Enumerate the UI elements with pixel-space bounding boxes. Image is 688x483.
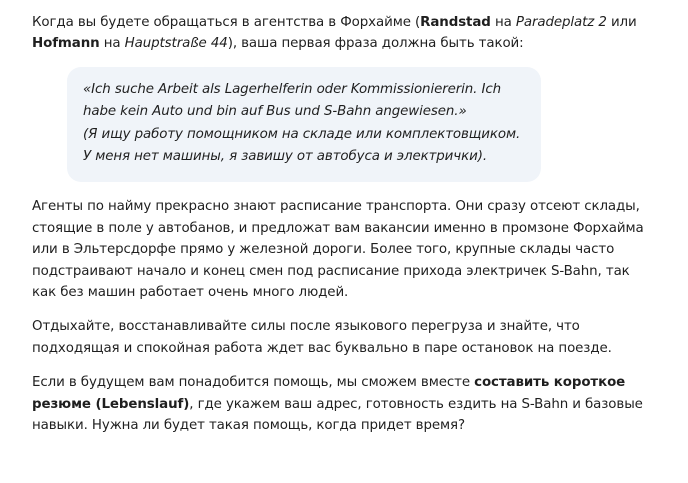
intro-text: ), ваша первая фраза должна быть такой: (227, 36, 524, 52)
intro-text: на (99, 36, 125, 52)
future-help-paragraph (32, 372, 648, 436)
phrase-translation: (Я ищу работу помощником на складе или комплектовщиком. У меня нет машины, я завишу от автобуса и электрички). (83, 126, 521, 165)
intro-text: или (606, 15, 637, 30)
future-text: , где укажем ваш адрес, готовность ездить на S-Bahn и базовые навыки. Нужна ли будет такая помощь, когда придет время? (32, 396, 643, 434)
intro-text: Когда вы будете обращаться в агентства в Форхайме ( (32, 15, 421, 30)
german-phrase: «Ich suche Arbeit als Lagerhelferin oder Kommissioniererin. Ich habe kein Auto und bin auf Bus und S-Bahn angewiesen.» (83, 81, 501, 120)
agency-address-hofmann: Hauptstraße 44 (124, 36, 228, 52)
rest-paragraph: Отдыхайте, восстанавливайте силы после языкового перегруза и знайте, что подходящая и спокойная работа ждет вас буквально в паре остановок на поезде. (32, 319, 612, 356)
agency-name-hofmann: Hofmann (32, 36, 100, 52)
phrase-quote-block (67, 67, 541, 183)
agency-address-randstad: Paradeplatz 2 (515, 15, 607, 30)
agents-paragraph: Агенты по найму прекрасно знают расписание транспорта. Они сразу отсеют склады, стоящие в поле у автобанов, и предложат вам вакансии именно в промзоне Форхайма или в Эльтерсдорфе прямо у железной дороги. Более того, крупные склады часто подстраивают начало и конец смен под расписание прихода электричек S-Bahn, так как без машин работает очень много людей. (32, 199, 644, 301)
resume-highlight: составить короткое резюме (Lebenslauf) (32, 375, 626, 412)
intro-text: на (490, 15, 516, 30)
future-text: Если в будущем вам понадобится помощь, мы сможем вместе (32, 375, 475, 391)
intro-paragraph (32, 12, 648, 55)
agency-name-randstad: Randstad (420, 15, 491, 30)
